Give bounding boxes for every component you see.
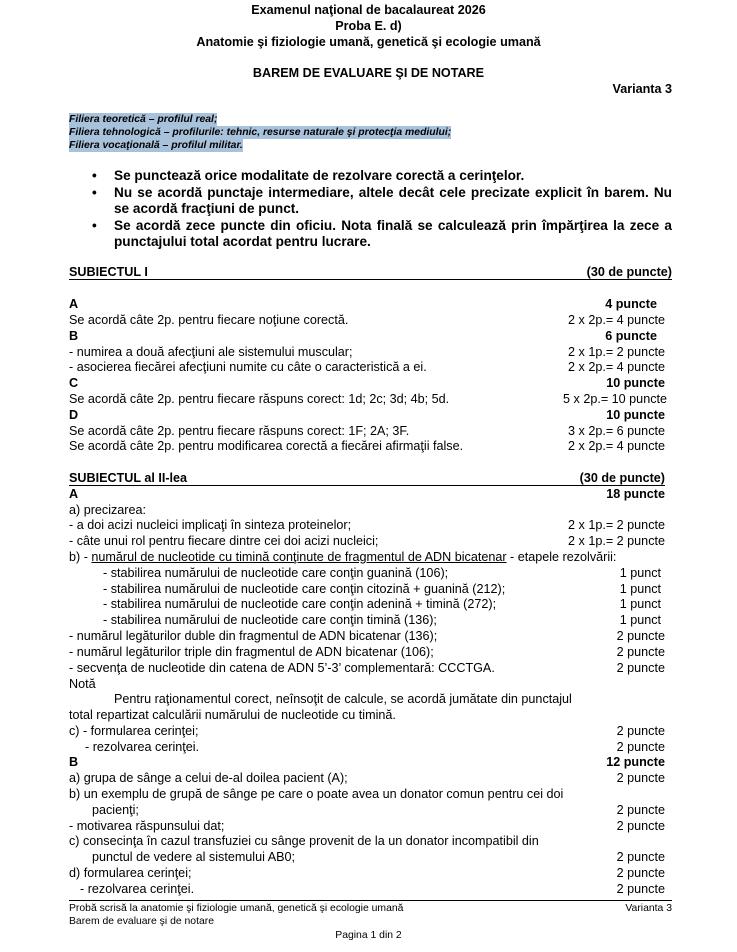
item-2b-line-6-points: 2 puncte xyxy=(616,645,665,659)
item-2b-step-2-points: 1 punct xyxy=(619,582,661,596)
section-2-points: (30 de puncte) xyxy=(579,471,665,485)
bullet-icon: • xyxy=(92,218,97,233)
item-2b-b-line-1: b) un exemplu de grupă de sânge pe care o poate avea un donator comun pentru cei doi xyxy=(69,787,564,801)
item-b-line-1: - numirea a două afecţiuni ale sistemului muscular; xyxy=(69,345,353,359)
item-a-points: 4 puncte xyxy=(605,297,657,311)
item-2c-line-2: - rezolvarea cerinţei. xyxy=(85,740,200,754)
item-2a-line-1-points: 2 x 1p.= 2 puncte xyxy=(568,518,665,532)
item-2a-line-2: - câte unui rol pentru fiecare dintre cei doi acizi nucleici; xyxy=(69,534,379,548)
footer-rule xyxy=(69,900,672,901)
item-2b-line-5: - numărul legăturilor duble din fragmentul de ADN bicatenar (136); xyxy=(69,629,438,643)
item-2b-a-points: 2 puncte xyxy=(616,771,665,785)
note-line-2: total repartizat calculării numărului de nucleotide cu timină. xyxy=(69,708,396,722)
footer-left-2: Barem de evaluare şi de notare xyxy=(69,916,214,927)
item-2b-step-1-points: 1 punct xyxy=(619,566,661,580)
item-2b-motivare: - motivarea răspunsului dat; xyxy=(69,819,225,833)
item-2b-line-5-points: 2 puncte xyxy=(616,629,665,643)
item-2b-label: B xyxy=(69,755,79,769)
item-2b-line-7: - secvenţa de nucleotide din catena de ADN 5’-3’ complementară: CCCTGA. xyxy=(69,661,495,675)
footer-variant: Varianta 3 xyxy=(625,903,672,914)
item-c-line-points: 5 x 2p.= 10 puncte xyxy=(563,392,667,406)
section-1-title: SUBIECTUL I xyxy=(69,265,148,279)
item-2b-c-points: 2 puncte xyxy=(616,850,665,864)
exam-subtitle: Proba E. d) xyxy=(335,19,402,33)
item-2b-step-1: - stabilirea numărului de nucleotide care conţin guanină (106); xyxy=(103,566,449,580)
item-2b-prefix: b) - xyxy=(69,550,92,564)
item-2a-intro: a) precizarea: xyxy=(69,503,146,517)
item-2a-points: 18 puncte xyxy=(606,487,665,501)
item-c-line: Se acordă câte 2p. pentru fiecare răspuns corect: 1d; 2c; 3d; 4b; 5d. xyxy=(69,392,450,406)
item-b-line-1-points: 2 x 1p.= 2 puncte xyxy=(568,345,665,359)
item-2b-rezolvare-points: 2 puncte xyxy=(616,882,665,896)
item-2b-b-line-2: pacienţi; xyxy=(92,803,139,817)
page-number: Pagina 1 din 2 xyxy=(335,930,402,941)
item-2b-points: 12 puncte xyxy=(606,755,665,769)
item-2b-step-2: - stabilirea numărului de nucleotide care conţin citozină + guanină (212); xyxy=(103,582,506,596)
item-2b-step-4-points: 1 punct xyxy=(619,613,661,627)
item-2c-line-1: c) - formularea cerinţei; xyxy=(69,724,199,738)
item-b-line-2: - asocierea fiecărei afecţiuni numite cu câte o caracteristică a ei. xyxy=(69,360,427,374)
item-2b-step-4: - stabilirea numărului de nucleotide care conţin timină (136); xyxy=(103,613,437,627)
item-2b-heading xyxy=(69,550,616,565)
item-2b-b-points: 2 puncte xyxy=(616,803,665,817)
filiera-teoretica: Filiera teoretică – profilul real; xyxy=(69,114,218,125)
item-2b-suffix: - etapele rezolvării: xyxy=(506,550,617,564)
item-2b-c-line-1: c) consecinţa în cazul transfuziei cu sânge provenit de la un donator incompatibil din xyxy=(69,834,539,848)
item-a-line-points: 2 x 2p.= 4 puncte xyxy=(568,313,665,327)
item-b-points: 6 puncte xyxy=(605,329,657,343)
item-2b-rezolvare: - rezolvarea cerinţei. xyxy=(80,882,195,896)
item-2b-step-3: - stabilirea numărului de nucleotide care conţin adenină + timină (272); xyxy=(103,597,497,611)
item-2b-line-6: - numărul legăturilor triple din fragmentul de ADN bicatenar (106); xyxy=(69,645,434,659)
item-2a-line-1: - a doi acizi nucleici implicaţi în sinteza proteinelor; xyxy=(69,518,352,532)
rule-3: Se acordă zece puncte din oficiu. Nota finală se calculează prin împărţirea la zece a punctajului total acordat pentru lucrare. xyxy=(114,218,672,249)
section-2-underline xyxy=(69,485,665,486)
item-2c-line-1-points: 2 puncte xyxy=(616,724,665,738)
item-d-line-2-points: 2 x 2p.= 4 puncte xyxy=(568,439,665,453)
section-2-title: SUBIECTUL al II-lea xyxy=(69,471,188,485)
item-2b-step-3-points: 1 punct xyxy=(619,597,661,611)
filiera-tehnologica: Filiera tehnologică – profilurile: tehnic, resurse naturale şi protecţia mediului; xyxy=(69,127,452,138)
bullet-icon: • xyxy=(92,185,97,200)
rule-1: Se punctează orice modalitate de rezolvare corectă a cerinţelor. xyxy=(114,168,525,183)
item-d-points: 10 puncte xyxy=(606,408,665,422)
item-d-line-1-points: 3 x 2p.= 6 puncte xyxy=(568,424,665,438)
item-a-line: Se acordă câte 2p. pentru fiecare noţiune corectă. xyxy=(69,313,349,327)
item-2b-motivare-points: 2 puncte xyxy=(616,819,665,833)
note-label: Notă xyxy=(69,677,96,691)
item-b-label: B xyxy=(69,329,79,343)
item-b-line-2-points: 2 x 2p.= 4 puncte xyxy=(568,360,665,374)
item-a-label: A xyxy=(69,297,79,311)
item-2a-line-2-points: 2 x 1p.= 2 puncte xyxy=(568,534,665,548)
item-2b-d: d) formularea cerinţei; xyxy=(69,866,192,880)
item-2b-d-points: 2 puncte xyxy=(616,866,665,880)
filiera-vocationala: Filiera vocaţională – profilul militar. xyxy=(69,140,243,151)
variant-label: Varianta 3 xyxy=(612,82,672,96)
item-d-line-2: Se acordă câte 2p. pentru modificarea corectă a fiecărei afirmaţii false. xyxy=(69,439,464,453)
bullet-icon: • xyxy=(92,168,97,183)
rule-2: Nu se acordă punctaje intermediare, altele decât cele precizate explicit în barem. Nu se acordă fracţiuni de punct. xyxy=(114,185,672,216)
document-title: BAREM DE EVALUARE ŞI DE NOTARE xyxy=(252,66,485,80)
note-line-1: Pentru raţionamentul corect, neînsoţit de calcule, se acordă jumătate din punctajul xyxy=(114,692,572,706)
item-c-label: C xyxy=(69,376,79,390)
item-2b-line-7-points: 2 puncte xyxy=(616,661,665,675)
exam-title: Examenul naţional de bacalaureat 2026 xyxy=(251,3,486,17)
item-2b-a: a) grupa de sânge a celui de-al doilea pacient (A); xyxy=(69,771,348,785)
item-d-label: D xyxy=(69,408,79,422)
item-c-points: 10 puncte xyxy=(606,376,665,390)
footer-left-1: Probă scrisă la anatomie şi fiziologie umană, genetică şi ecologie umană xyxy=(69,903,404,914)
section-1-underline xyxy=(69,279,672,280)
section-1-points: (30 de puncte) xyxy=(586,265,672,279)
item-2c-line-2-points: 2 puncte xyxy=(616,740,665,754)
item-2b-c-line-2: punctul de vedere al sistemului AB0; xyxy=(92,850,296,864)
item-2a-label: A xyxy=(69,487,79,501)
item-2b-underlined: numărul de nucleotide cu timină conţinute de fragmentul de ADN bicatenar xyxy=(91,550,507,564)
exam-discipline: Anatomie şi fiziologie umană, genetică şi ecologie umană xyxy=(196,35,541,49)
item-d-line-1: Se acordă câte 2p. pentru fiecare răspuns corect: 1F; 2A; 3F. xyxy=(69,424,410,438)
